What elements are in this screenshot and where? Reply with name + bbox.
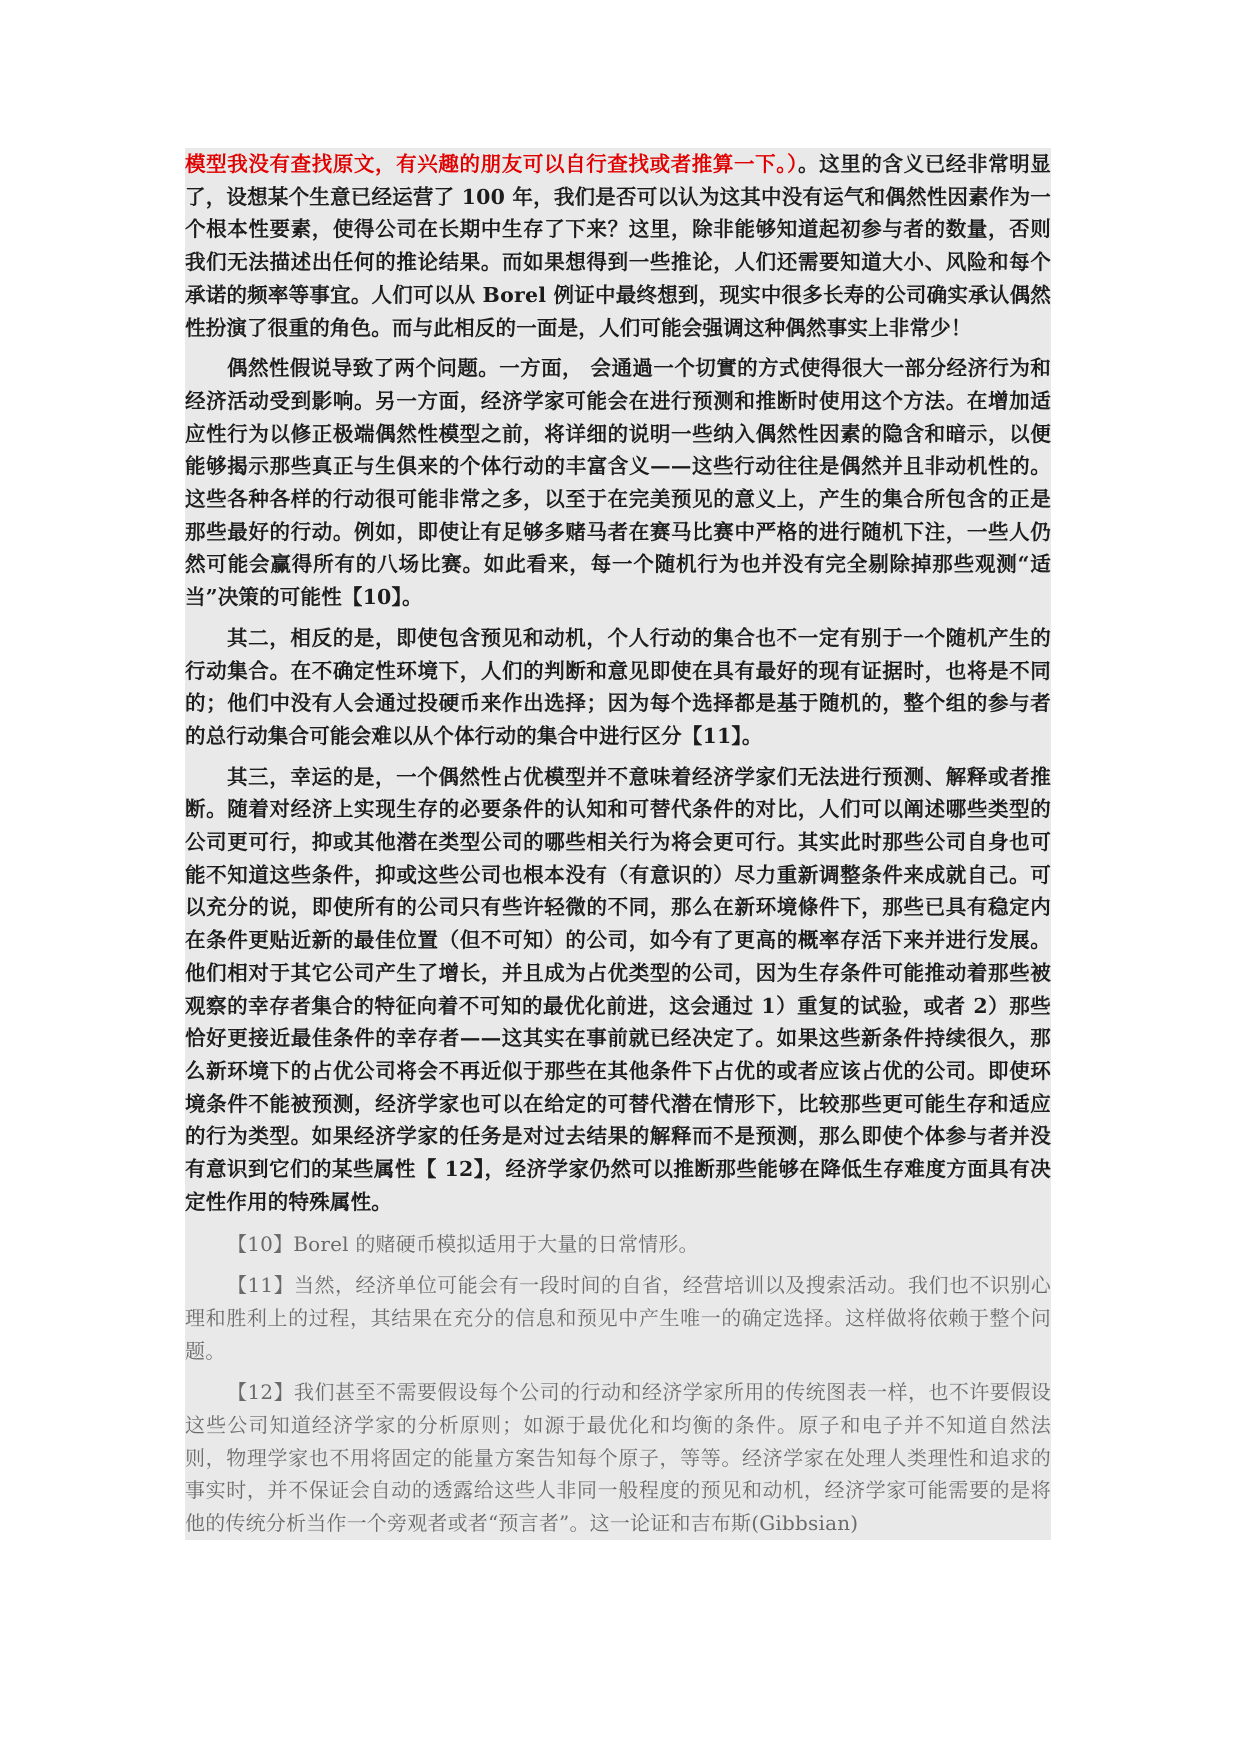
document-page: [185, 148, 1051, 1540]
paragraph-1-text: 。这里的含义已经非常明显了，设想某个生意已经运营了 100 年，我们是否可以认为这其中没有运气和偶然性因素作为一个根本性要素，使得公司在长期中生存了下来？这里，除非能够知道起初参与者的数量，否则我们无法描述出任何的推论结果。而如果想得到一些推论，人们还需要知道大小、风险和每个承诺的频率等事宜。人们可以从 Borel 例证中最终想到，现实中很多长寿的公司确实承认偶然性扮演了很重的角色。而与此相反的一面是，人们可能会强调这种偶然事实上非常少！: [185, 152, 1052, 340]
footnote-11: 【11】当然，经济单位可能会有一段时间的自省，经营培训以及搜索活动。我们也不识别心理和胜利上的过程，其结果在充分的信息和预见中产生唯一的确定选择。这样做将依赖于整个问题。: [185, 1273, 1051, 1363]
paragraph-2: 偶然性假说导致了两个问题。一方面， 会通過一个切實的方式使得很大一部分经济行为和经济活动受到影响。另一方面，经济学家可能会在进行预测和推断时使用这个方法。在增加适应性行为以修正极端偶然性模型之前，将详细的说明一些纳入偶然性因素的隐含和暗示，以便能够揭示那些真正与生俱来的个体行动的丰富含义——这些行动往往是偶然并且非动机性的。这些各种各样的行动很可能非常之多，以至于在完美预见的意义上，产生的集合所包含的正是那些最好的行动。例如，即使让有足够多赌马者在赛马比赛中严格的进行随机下注，一些人仍然可能会赢得所有的八场比赛。如此看来，每一个随机行为也并没有完全剔除掉那些观测“适当”决策的可能性【10】。: [185, 356, 1051, 610]
paragraph-4: 其三，幸运的是，一个偶然性占优模型并不意味着经济学家们无法进行预测、解释或者推断。随着对经济上实现生存的必要条件的认知和可替代条件的对比，人们可以阐述哪些类型的公司更可行，抑或其他潜在类型公司的哪些相关行为将会更可行。其实此时那些公司自身也可能不知道这些条件，抑或这些公司也根本没有（有意识的）尽力重新调整条件来成就自己。可以充分的说，即使所有的公司只有些许轻微的不同，那么在新环境條件下，那些已具有稳定内在条件更贴近新的最佳位置（但不可知）的公司，如今有了更高的概率存活下来并进行发展。他们相对于其它公司产生了增长，并且成为占优类型的公司，因为生存条件可能推动着那些被观察的幸存者集合的特征向着不可知的最优化前进，这会通过 1）重复的试验，或者 2）那些恰好更接近最佳条件的幸存者——这其实在事前就已经决定了。如果这些新条件持续很久，那么新环境下的占优公司将会不再近似于那些在其他条件下占优的或者应该占优的公司。即使环境条件不能被预测，经济学家也可以在给定的可替代潜在情形下，比较那些更可能生存和适应的行为类型。如果经济学家的任务是对过去结果的解释而不是预测，那么即使个体参与者并没有意识到它们的某些属性【 12】，经济学家仍然可以推断那些能够在降低生存难度方面具有决定性作用的特殊属性。: [185, 764, 1051, 1214]
paragraph-1: [185, 148, 1051, 344]
footnote-10: 【10】Borel 的赌硬币模拟适用于大量的日常情形。: [227, 1231, 699, 1256]
red-highlight-text: 模型我没有查找原文，有兴趣的朋友可以自行查找或者推算一下。）: [185, 152, 799, 176]
paragraph-3: 其二，相反的是，即使包含预见和动机，个人行动的集合也不一定有别于一个随机产生的行动集合。在不确定性环境下，人们的判断和意见即使在具有最好的现有证据时，也将是不同的；他们中没有人会通过投硬币来作出选择；因为每个选择都是基于随机的，整个组的参与者的总行动集合可能会难以从个体行动的集合中进行区分【11】。: [185, 625, 1051, 748]
footnote-12: 【12】我们甚至不需要假设每个公司的行动和经济学家所用的传统图表一样，也不许要假设这些公司知道经济学家的分析原则；如源于最优化和均衡的条件。原子和电子并不知道自然法则，物理学家也不用将固定的能量方案告知每个原子，等等。经济学家在处理人类理性和追求的事实时，并不保证会自动的透露给这些人非同一般程度的预见和动机，经济学家可能需要的是将他的传统分析当作一个旁观者或者“预言者”。这一论证和吉布斯(Gibbsian): [185, 1380, 1051, 1536]
